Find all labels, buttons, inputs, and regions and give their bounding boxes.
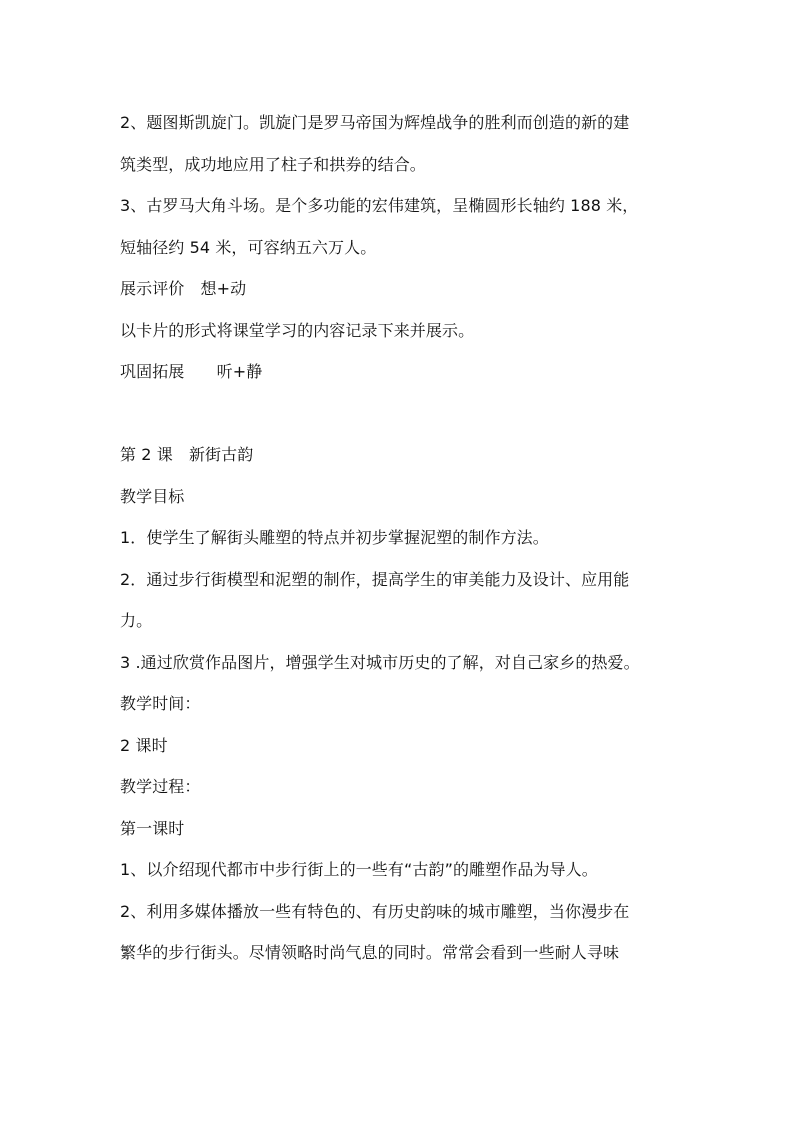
section-heading: 展示评价 想+动 bbox=[120, 279, 247, 298]
blank-line bbox=[120, 393, 690, 435]
lesson-title: 第 2 课 新街古韵 bbox=[120, 445, 254, 464]
section-heading: 第一课时 bbox=[120, 818, 185, 838]
section-heading: 教学过程： bbox=[120, 777, 201, 796]
paragraph-line: 2、利用多媒体播放一些有特色的、有历史韵味的城市雕塑，当你漫步在 bbox=[120, 901, 630, 921]
paragraph-line: 3 .通过欣赏作品图片，增强学生对城市历史的了解，对自己家乡的热爱。 bbox=[120, 652, 640, 672]
paragraph-line: 短轴径约 54 米，可容纳五六万人。 bbox=[120, 237, 377, 257]
paragraph-line: 2、题图斯凯旋门。凯旋门是罗马帝国为辉煌战争的胜利而创造的新的建 bbox=[120, 113, 630, 132]
paragraph-line: 2 课时 bbox=[120, 735, 168, 755]
paragraph-line: 以卡片的形式将课堂学习的内容记录下来并展示。 bbox=[120, 320, 475, 340]
paragraph-line: 力。 bbox=[120, 611, 153, 630]
paragraph-line: 1．使学生了解街头雕塑的特点并初步掌握泥塑的制作方法。 bbox=[120, 528, 549, 547]
section-heading: 巩固拓展 听+静 bbox=[120, 362, 263, 381]
paragraph-line: 3、古罗马大角斗场。是个多功能的宏伟建筑，呈椭圆形长轴约 188 米， bbox=[120, 196, 639, 215]
section-heading: 教学时间： bbox=[120, 694, 201, 713]
paragraph-line: 2．通过步行街模型和泥塑的制作，提高学生的审美能力及设计、应用能 bbox=[120, 569, 630, 589]
paragraph-line: 筑类型，成功地应用了柱子和拱券的结合。 bbox=[120, 154, 426, 174]
document-body bbox=[120, 102, 690, 974]
paragraph-line: 1、以介绍现代都市中步行街上的一些有“古韵”的雕塑作品为导人。 bbox=[120, 860, 598, 879]
section-heading: 教学目标 bbox=[120, 486, 185, 506]
paragraph-line: 繁华的步行街头。尽情领略时尚气息的同时。常常会看到一些耐人寻味 bbox=[120, 943, 620, 962]
